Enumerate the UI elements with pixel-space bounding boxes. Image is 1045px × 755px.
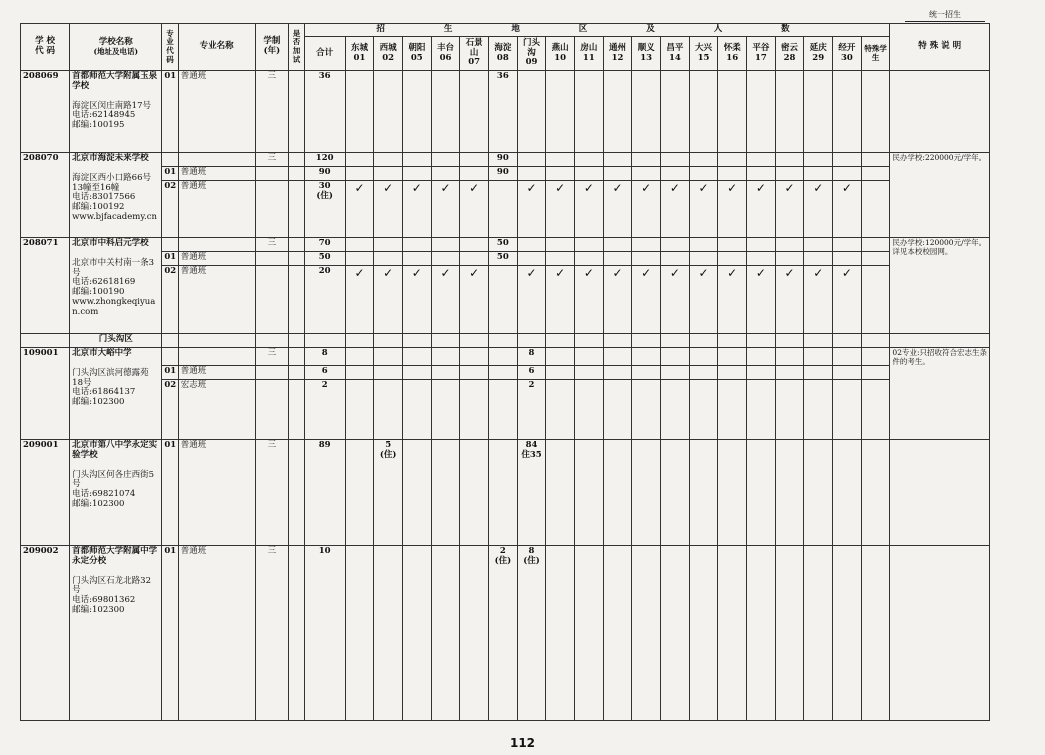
major-name: 普通班 — [178, 71, 255, 153]
header-major-name: 专业名称 — [178, 24, 255, 71]
total: 20 — [304, 266, 345, 334]
table-row — [21, 546, 990, 721]
check-mark: ✓ — [374, 181, 403, 238]
header-extra-test: 是否加试 — [289, 24, 304, 71]
school-address: 门头沟区何各庄西街5号 — [72, 469, 155, 490]
header-region-haidian: 海淀 08 — [489, 37, 518, 71]
school-phone: 电话:62618169 — [72, 277, 136, 288]
major-code: 01 — [162, 366, 178, 380]
school-phone: 电话:62148945 — [72, 110, 136, 121]
mentougou-count: 2 — [517, 380, 546, 440]
school-address: 海淀区闵庄南路17号 — [72, 100, 151, 111]
school-name: 北京市大峪中学 — [72, 348, 132, 358]
school-name: 北京市第八中学永定实验学校 — [72, 440, 158, 460]
check-mark: ✓ — [575, 181, 604, 238]
check-mark: ✓ — [661, 181, 690, 238]
haidian-count: 90 — [489, 153, 518, 167]
school-info — [70, 153, 162, 238]
school-code: 208070 — [21, 153, 70, 238]
major-code: 01 — [162, 167, 178, 181]
school-address: 海淀区西小口路66号13幢至16幢 — [72, 172, 151, 193]
mentougou-count: 8 (住) — [517, 546, 546, 721]
check-mark: ✓ — [345, 181, 374, 238]
school-postcode: 邮编:102300 — [72, 397, 125, 408]
school-address: 门头沟区滨河德露苑18号 — [72, 367, 149, 388]
total: 36 — [304, 71, 345, 153]
major-name: 普通班 — [178, 366, 255, 380]
major-name: 普通班 — [178, 440, 255, 546]
check-mark: ✓ — [775, 266, 804, 334]
check-mark: ✓ — [603, 266, 632, 334]
haidian-count: 90 — [489, 167, 518, 181]
school-info — [70, 546, 162, 721]
header-region-daxing: 大兴 15 — [689, 37, 718, 71]
table-row — [21, 181, 990, 238]
major-code: 02 — [162, 181, 178, 238]
mentougou-count: 8 — [517, 348, 546, 366]
major-code: 01 — [162, 546, 178, 721]
duration: 三 — [255, 71, 289, 153]
major-name: 普通班 — [178, 546, 255, 721]
major-name: 普通班 — [178, 181, 255, 238]
duration: 三 — [255, 546, 289, 721]
check-mark: ✓ — [804, 181, 833, 238]
school-name: 北京市海淀未来学校 — [72, 153, 149, 163]
check-mark: ✓ — [661, 266, 690, 334]
school-phone: 电话:83017566 — [72, 192, 136, 203]
school-postcode: 邮编:102300 — [72, 498, 125, 509]
duration: 三 — [255, 153, 289, 167]
header-region-pinggu: 平谷 17 — [747, 37, 776, 71]
header-row-1 — [21, 24, 990, 37]
check-mark: ✓ — [431, 181, 460, 238]
school-postcode: 邮编:100195 — [72, 120, 125, 131]
header-region-fangshan: 房山 11 — [575, 37, 604, 71]
check-mark: ✓ — [603, 181, 632, 238]
school-name: 首都师范大学附属玉泉学校 — [72, 71, 158, 91]
check-mark: ✓ — [689, 181, 718, 238]
check-mark: ✓ — [632, 181, 661, 238]
table-row — [21, 252, 990, 266]
header-region-jingkai: 经开 30 — [833, 37, 862, 71]
header-special-note: 特 殊 说 明 — [890, 24, 990, 71]
major-code: 01 — [162, 71, 178, 153]
check-mark: ✓ — [718, 266, 747, 334]
school-code: 209001 — [21, 440, 70, 546]
total: 50 — [304, 252, 345, 266]
special-note: 02专业:只招收符合宏志生条件的考生。 — [890, 348, 990, 440]
mentougou-count: 84 住35 — [517, 440, 546, 546]
duration: 三 — [255, 440, 289, 546]
check-mark: ✓ — [747, 266, 776, 334]
page-number: 112 — [509, 736, 536, 750]
header-region-changping: 昌平 14 — [661, 37, 690, 71]
check-mark: ✓ — [833, 266, 862, 334]
school-code: 109001 — [21, 348, 70, 440]
major-name: 普通班 — [178, 266, 255, 334]
check-mark: ✓ — [402, 181, 431, 238]
school-phone: 电话:69801362 — [72, 595, 136, 606]
total: 120 — [304, 153, 345, 167]
district-header: 门头沟区 — [70, 334, 162, 348]
header-region-yanqing: 延庆 29 — [804, 37, 833, 71]
table-row — [21, 71, 990, 153]
school-website: www.bjfacademy.cn — [72, 211, 157, 222]
header-region-huairou: 怀柔 16 — [718, 37, 747, 71]
school-name: 首都师范大学附属中学永定分校 — [72, 546, 158, 566]
header-region-xicheng: 西城 02 — [374, 37, 403, 71]
major-code: 02 — [162, 266, 178, 334]
check-mark: ✓ — [575, 266, 604, 334]
header-region-shijingshan: 石景山 07 — [460, 37, 489, 71]
school-phone: 电话:61864137 — [72, 387, 136, 398]
haidian-count: 50 — [489, 252, 518, 266]
top-note-underline — [905, 21, 985, 22]
school-info — [70, 348, 162, 440]
header-special-students: 特殊学生 — [861, 37, 890, 71]
xicheng-count: 5 (住) — [374, 440, 403, 546]
check-mark: ✓ — [460, 181, 489, 238]
total: 90 — [304, 167, 345, 181]
check-mark: ✓ — [775, 181, 804, 238]
table-row — [21, 380, 990, 440]
haidian-count: 50 — [489, 238, 518, 252]
district-row — [21, 334, 990, 348]
header-region-fengtai: 丰台 06 — [431, 37, 460, 71]
header-region-dongcheng: 东城 01 — [345, 37, 374, 71]
school-name: 北京市中科启元学校 — [72, 238, 149, 248]
header-major-code: 专业代码 — [162, 24, 178, 71]
check-mark: ✓ — [431, 266, 460, 334]
header-region-title: 招 生 地 区 及 人 数 — [304, 24, 890, 37]
top-note: 统一招生 — [929, 10, 961, 19]
header-region-chaoyang: 朝阳 05 — [402, 37, 431, 71]
total: 6 — [304, 366, 345, 380]
school-postcode: 邮编:100192 — [72, 202, 125, 213]
check-mark: ✓ — [833, 181, 862, 238]
header-region-mentougou: 门头沟 09 — [517, 37, 546, 71]
check-mark: ✓ — [718, 181, 747, 238]
header-duration: 学制 (年) — [255, 24, 289, 71]
haidian-count: 2 (住) — [489, 546, 518, 721]
check-mark: ✓ — [517, 181, 546, 238]
check-mark: ✓ — [632, 266, 661, 334]
header-total: 合计 — [304, 37, 345, 71]
table-row — [21, 153, 990, 167]
special-note: 民办学校:120000元/学年。详见本校校园网。 — [890, 238, 990, 334]
table-row — [21, 440, 990, 546]
school-code: 209002 — [21, 546, 70, 721]
school-phone: 电话:69821074 — [72, 489, 136, 500]
check-mark: ✓ — [546, 266, 575, 334]
school-address: 北京市中关村南一条3号 — [72, 257, 155, 278]
header-region-yanshan: 燕山 10 — [546, 37, 575, 71]
table-row — [21, 167, 990, 181]
check-mark: ✓ — [460, 266, 489, 334]
major-code: 02 — [162, 380, 178, 440]
table-row — [21, 238, 990, 252]
school-postcode: 邮编:100190 — [72, 287, 125, 298]
check-mark: ✓ — [374, 266, 403, 334]
header-school-code: 学 校 代 码 — [21, 24, 70, 71]
school-info — [70, 238, 162, 334]
school-info — [70, 440, 162, 546]
mentougou-count: 6 — [517, 366, 546, 380]
school-address: 门头沟区石龙北路32号 — [72, 575, 151, 596]
major-name: 宏志班 — [178, 380, 255, 440]
school-code: 208069 — [21, 71, 70, 153]
check-mark: ✓ — [804, 266, 833, 334]
major-code: 01 — [162, 440, 178, 546]
haidian-count: 36 — [489, 71, 518, 153]
check-mark: ✓ — [747, 181, 776, 238]
school-postcode: 邮编:102300 — [72, 604, 125, 615]
duration: 三 — [255, 238, 289, 252]
school-info — [70, 71, 162, 153]
header-region-tongzhou: 通州 12 — [603, 37, 632, 71]
check-mark: ✓ — [345, 266, 374, 334]
table-row — [21, 366, 990, 380]
special-note: 民办学校:220000元/学年。 — [890, 153, 990, 238]
major-name: 普通班 — [178, 252, 255, 266]
school-website: www.zhongkeqiyuan.com — [72, 296, 156, 317]
total: 30 (住) — [304, 181, 345, 238]
total: 89 — [304, 440, 345, 546]
header-region-miyun: 密云 28 — [775, 37, 804, 71]
table-row — [21, 348, 990, 366]
school-code: 208071 — [21, 238, 70, 334]
total: 2 — [304, 380, 345, 440]
header-region-shunyi: 顺义 13 — [632, 37, 661, 71]
major-name: 普通班 — [178, 167, 255, 181]
check-mark: ✓ — [517, 266, 546, 334]
major-code: 01 — [162, 252, 178, 266]
total: 10 — [304, 546, 345, 721]
check-mark: ✓ — [546, 181, 575, 238]
check-mark: ✓ — [402, 266, 431, 334]
duration: 三 — [255, 348, 289, 366]
total: 70 — [304, 238, 345, 252]
header-school-name: 学校名称 (地址及电话) — [70, 24, 162, 71]
total: 8 — [304, 348, 345, 366]
table-row — [21, 266, 990, 334]
admission-table — [20, 23, 990, 721]
check-mark: ✓ — [689, 266, 718, 334]
